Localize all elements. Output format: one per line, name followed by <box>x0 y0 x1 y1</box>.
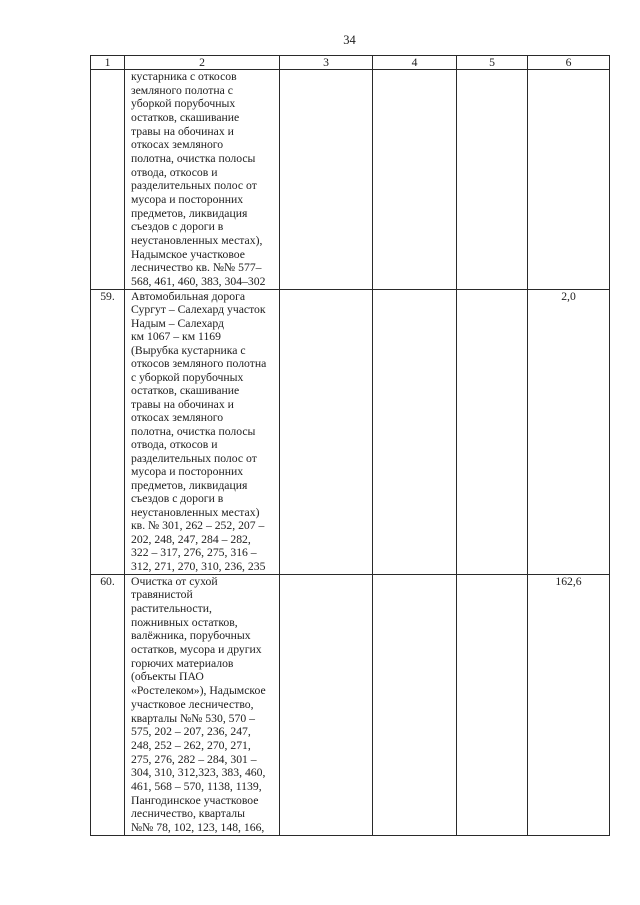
description-line: лесничество кв. №№ 577– <box>131 261 262 275</box>
column-header-6: 6 <box>528 56 610 70</box>
table-row <box>91 289 610 574</box>
description-line: неустановленных местах), <box>131 233 263 247</box>
column-5-cell <box>457 70 528 290</box>
description-line: неустановленных местах) <box>131 505 260 519</box>
description-line: №№ 78, 102, 123, 148, 166, <box>131 821 265 835</box>
description-line: 304, 310, 312,323, 383, 460, <box>131 766 266 780</box>
table-row <box>91 574 610 835</box>
row-number-cell <box>91 70 125 290</box>
description-line: съездов с дороги в <box>131 492 224 505</box>
description-line: Автомобильная дорога <box>131 289 246 303</box>
description-line: кв. № 301, 262 – 252, 207 – <box>131 519 265 532</box>
description-line: полотна, очистка полосы <box>131 151 256 165</box>
description-line: травы на обочинах и <box>131 397 234 411</box>
description-line: предметов, ликвидация <box>131 206 248 220</box>
description-cell <box>125 574 280 835</box>
description-line: предметов, ликвидация <box>131 478 248 492</box>
page-number: 34 <box>343 33 356 47</box>
column-6-cell: 2,0 <box>528 289 610 574</box>
column-header-5: 5 <box>457 56 528 70</box>
column-5-cell <box>457 289 528 574</box>
description-line: валёжника, порубочных <box>131 629 251 643</box>
column-3-cell <box>280 289 373 574</box>
column-6-cell: 162,6 <box>528 574 610 835</box>
description-line: земляного полотна с <box>131 83 233 97</box>
column-3-cell <box>280 574 373 835</box>
description-line: остатков, скашивание <box>131 384 240 397</box>
description-line: травы на обочинах и <box>131 124 234 138</box>
description-line: Очистка от сухой <box>131 574 218 588</box>
description-line: «Ростелеком»), Надымское <box>131 684 266 698</box>
description-line: травянистой <box>131 588 193 602</box>
description-line: разделительных полос от <box>131 179 257 193</box>
description-line: Пангодинское участковое <box>131 793 259 807</box>
column-4-cell <box>373 70 457 290</box>
column-5-cell <box>457 574 528 835</box>
table-header-row <box>91 56 610 70</box>
column-3-cell <box>280 70 373 290</box>
description-line: полотна, очистка полосы <box>131 424 256 438</box>
description-line: (объекты ПАО <box>131 670 204 684</box>
description-line: мусора и посторонних <box>131 465 244 478</box>
column-header-1: 1 <box>91 56 125 70</box>
column-header-3: 3 <box>280 56 373 70</box>
description-line: 322 – 317, 276, 275, 316 – <box>131 546 257 559</box>
description-line: 312, 271, 270, 310, 236, 235 <box>131 559 266 573</box>
description-cell <box>125 70 280 290</box>
description-line: лесничество, кварталы <box>131 807 245 821</box>
description-line: 248, 252 – 262, 270, 271, <box>131 738 251 752</box>
description-line: 275, 276, 282 – 284, 301 – <box>131 752 257 766</box>
description-line: Надым – Салехард <box>131 316 224 330</box>
table-row <box>91 70 610 290</box>
description-line: (Вырубка кустарника с <box>131 343 246 357</box>
description-line: с уборкой порубочных <box>131 370 244 384</box>
column-header-2: 2 <box>125 56 280 70</box>
description-line: кустарника с откосов <box>131 70 237 83</box>
description-line: 202, 248, 247, 284 – 282, <box>131 532 251 546</box>
description-line: растительности, <box>131 601 212 615</box>
row-number-cell: 60. <box>91 574 125 835</box>
column-4-cell <box>373 289 457 574</box>
description-line: мусора и посторонних <box>131 192 244 206</box>
column-6-cell <box>528 70 610 290</box>
description-line: остатков, мусора и других <box>131 643 262 657</box>
description-line: 575, 202 – 207, 236, 247, <box>131 725 251 739</box>
description-line: отвода, откосов и <box>131 165 218 179</box>
description-line: откосах земляного <box>131 138 224 152</box>
description-line: разделительных полос от <box>131 451 257 465</box>
description-line: уборкой порубочных <box>131 97 236 111</box>
description-line: откосов земляного полотна <box>131 357 267 370</box>
description-line: Сургут – Салехард участок <box>131 303 266 316</box>
description-line: 568, 461, 460, 383, 304–302 <box>131 274 266 288</box>
description-line: кварталы №№ 530, 570 – <box>131 711 255 725</box>
description-line: откосах земляного <box>131 411 224 424</box>
description-line: остатков, скашивание <box>131 110 240 124</box>
description-line: съездов с дороги в <box>131 220 224 234</box>
description-line: км 1067 – км 1169 <box>131 330 221 343</box>
description-line: горючих материалов <box>131 656 234 670</box>
description-line: участковое лесничество, <box>131 697 254 711</box>
description-line: пожнивных остатков, <box>131 615 238 629</box>
description-cell <box>125 289 280 574</box>
description-line: отвода, откосов и <box>131 438 218 451</box>
column-4-cell <box>373 574 457 835</box>
column-header-4: 4 <box>373 56 457 70</box>
row-number-cell: 59. <box>91 289 125 574</box>
works-table <box>90 55 610 836</box>
description-line: 461, 568 – 570, 1138, 1139, <box>131 780 262 794</box>
description-line: Надымское участковое <box>131 247 245 261</box>
